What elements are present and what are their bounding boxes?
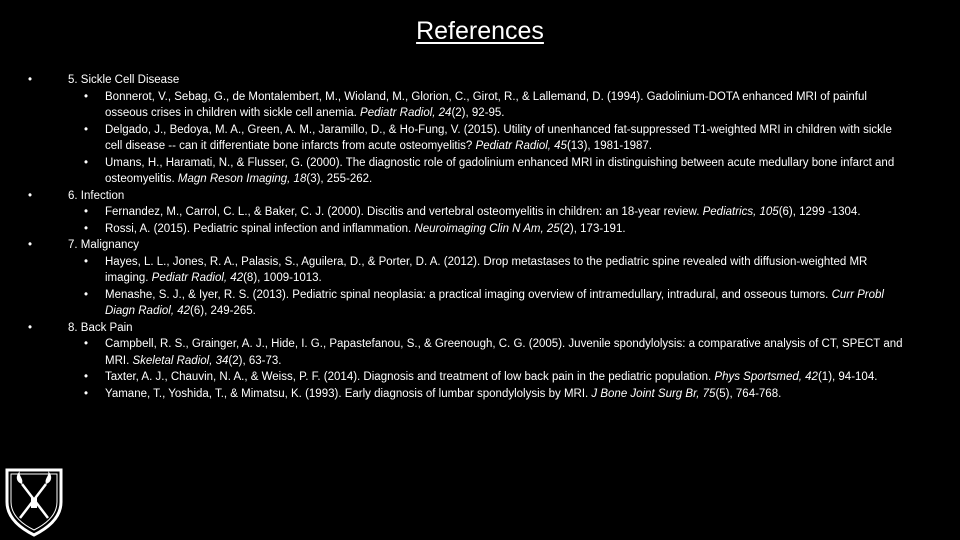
reference-issue: (6), 1299 -1304. bbox=[778, 206, 861, 218]
bullet: • bbox=[84, 123, 89, 136]
bullet: • bbox=[84, 371, 89, 383]
bullet: • bbox=[84, 387, 89, 400]
reference-item bbox=[68, 122, 908, 155]
reference-issue: (1), 94-104. bbox=[817, 371, 878, 383]
section-heading: 5. Sickle Cell Disease bbox=[68, 74, 180, 86]
bullet: • bbox=[28, 74, 33, 86]
bullet: • bbox=[84, 255, 89, 268]
reference-list bbox=[28, 72, 908, 402]
bullet: • bbox=[28, 321, 33, 334]
reference-journal: Phys Sportsmed, 42 bbox=[714, 371, 818, 383]
reference-journal: Magn Reson Imaging, 18 bbox=[177, 173, 307, 185]
reference-item bbox=[68, 221, 908, 238]
page-title: References bbox=[416, 17, 544, 45]
reference-text: Campbell, R. S., Grainger, A. J., Hide, I. G., Papastefanou, S., & Greenough, C. G. (2005). Juvenile spondylolysis: a comparative analysis of CT, SPECT and MRI. bbox=[105, 338, 903, 367]
reference-journal: Pediatr Radiol, 45 bbox=[475, 140, 567, 152]
reference-issue: (2), 92-95. bbox=[451, 107, 505, 119]
section-infection bbox=[28, 188, 908, 238]
bullet: • bbox=[84, 338, 89, 350]
bullet: • bbox=[28, 189, 33, 202]
reference-text: Delgado, J., Bedoya, M. A., Green, A. M., Jaramillo, D., & Ho-Fung, V. (2015). Utility of unenhanced fat-suppressed T1-weighted MRI in children with sickle cell disease -- can it differentiate bone infarcts from acute osteomyelitis? bbox=[105, 123, 892, 152]
reference-issue: (3), 255-262. bbox=[306, 173, 373, 185]
reference-item bbox=[68, 287, 908, 320]
bullet: • bbox=[84, 222, 89, 235]
reference-text: Bonnerot, V., Sebag, G., de Montalembert, M., Wioland, M., Glorion, C., Girot, R., & Lallemand, D. (1994). Gadolinium-DOTA enhanced MRI of painful osseous crises in children with sickle cell anemia. bbox=[105, 90, 867, 119]
reference-text: Hayes, L. L., Jones, R. A., Palasis, S., Aguilera, D., & Porter, D. A. (2012). Drop metastases to the pediatric spine revealed with diffusion-weighted MR imaging. bbox=[105, 255, 868, 284]
bullet: • bbox=[84, 156, 89, 169]
reference-journal: Skeletal Radiol, 34 bbox=[132, 354, 229, 367]
section-malignancy bbox=[28, 237, 908, 320]
reference-item bbox=[68, 386, 908, 403]
reference-item bbox=[68, 254, 908, 287]
reference-journal: Neuroimaging Clin N Am, 25 bbox=[414, 222, 560, 235]
reference-item bbox=[68, 204, 908, 221]
reference-journal: Curr Probl Diagn Radiol, 42 bbox=[105, 288, 884, 317]
reference-text: Umans, H., Haramati, N., & Flusser, G. (2000). The diagnostic role of gadolinium enhanced MRI in distinguishing between acute medullary bone infarct and osteomyelitis. bbox=[105, 156, 895, 185]
shield-torch-icon bbox=[2, 466, 66, 538]
reference-item bbox=[68, 155, 908, 188]
reference-text: Yamane, T., Yoshida, T., & Mimatsu, K. (1993). Early diagnosis of lumbar spondylolysis by MRI. bbox=[105, 387, 592, 400]
section-heading: 7. Malignancy bbox=[68, 239, 139, 251]
reference-issue: (8), 1009-1013. bbox=[243, 272, 322, 284]
bullet: • bbox=[84, 206, 89, 218]
section-sickle-cell bbox=[28, 72, 908, 188]
reference-issue: (2), 173-191. bbox=[559, 222, 626, 235]
reference-journal: Pediatr Radiol, 24 bbox=[360, 107, 452, 119]
reference-issue: (5), 764-768. bbox=[715, 387, 782, 400]
section-heading: 8. Back Pain bbox=[68, 321, 133, 334]
reference-journal: Pediatrics, 105 bbox=[702, 206, 779, 218]
reference-text: Taxter, A. J., Chauvin, N. A., & Weiss, P. F. (2014). Diagnosis and treatment of low back pain in the pediatric population. bbox=[105, 371, 715, 383]
reference-issue: (2), 63-73. bbox=[228, 354, 282, 367]
reference-text: Fernandez, M., Carrol, C. L., & Baker, C. J. (2000). Discitis and vertebral osteomyelitis in children: an 18-year review. bbox=[105, 206, 703, 218]
bullet: • bbox=[84, 288, 89, 301]
reference-issue: (13), 1981-1987. bbox=[566, 140, 652, 152]
reference-text: Rossi, A. (2015). Pediatric spinal infection and inflammation. bbox=[105, 222, 415, 235]
reference-journal: J Bone Joint Surg Br, 75 bbox=[591, 387, 716, 400]
reference-item bbox=[68, 336, 908, 369]
reference-item bbox=[68, 89, 908, 122]
reference-journal: Pediatr Radiol, 42 bbox=[151, 272, 244, 284]
section-back-pain bbox=[28, 320, 908, 403]
reference-text: Menashe, S. J., & Iyer, R. S. (2013). Pediatric spinal neoplasia: a practical imaging overview of intramedullary, intradural, and osseous tumors. bbox=[105, 288, 832, 301]
bullet: • bbox=[28, 239, 33, 251]
bullet: • bbox=[84, 90, 89, 103]
section-heading: 6. Infection bbox=[68, 189, 125, 202]
reference-item bbox=[68, 369, 908, 386]
reference-issue: (6), 249-265. bbox=[190, 305, 256, 317]
